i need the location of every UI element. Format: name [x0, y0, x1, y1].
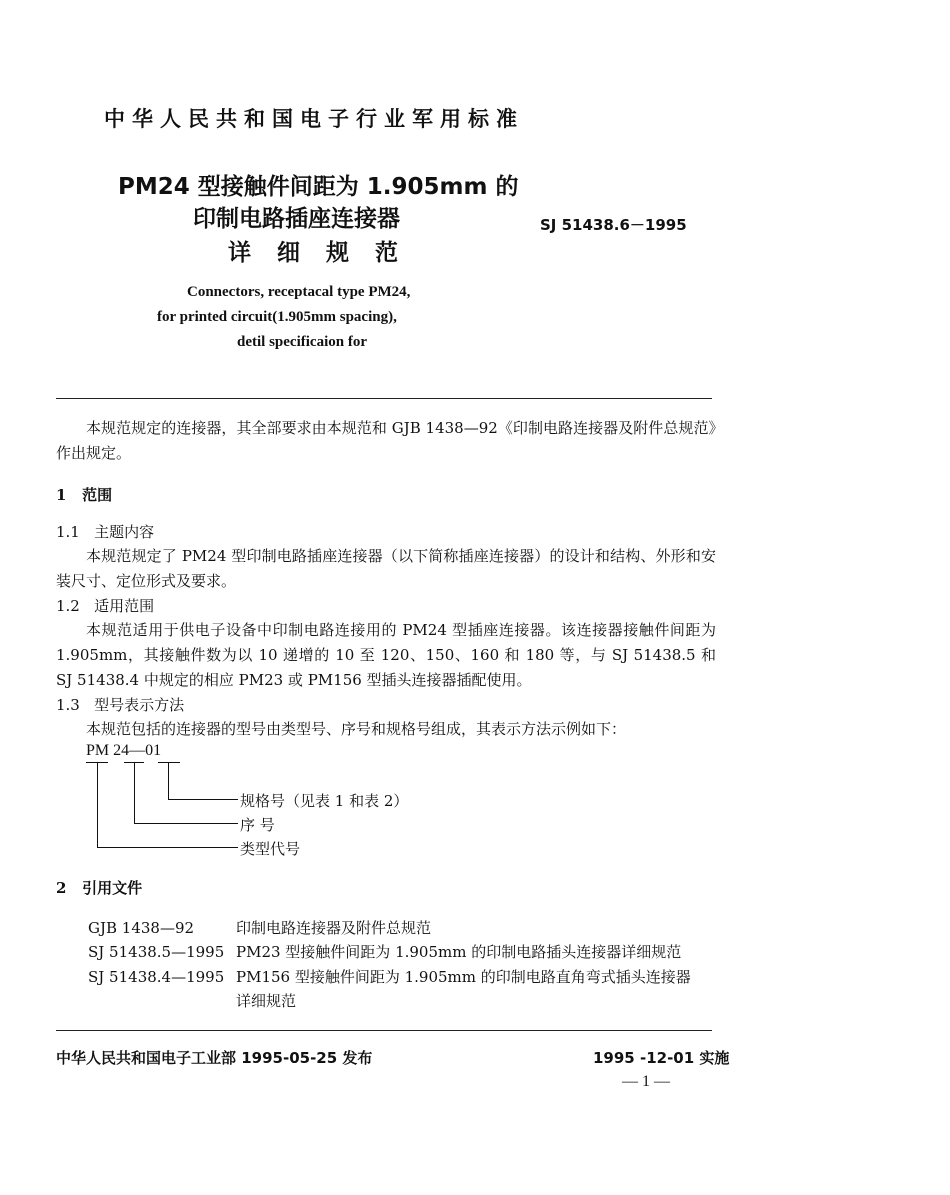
section-1-2-heading: [56, 594, 154, 619]
label-sequence-number: 序 号: [240, 816, 275, 834]
english-title-line-2: for printed circuit(1.905mm spacing),: [157, 309, 397, 325]
section-title: 型号表示方法: [94, 696, 185, 714]
reference-title: PM156 型接触件间距为 1.905mm 的印制电路直角弯式插头连接器: [236, 968, 691, 986]
label-type-code: 类型代号: [240, 840, 301, 858]
english-title-line-1: Connectors, receptacal type PM24,: [187, 284, 411, 300]
section-number: 1.1: [56, 523, 80, 541]
section-1-1-heading: [56, 520, 154, 545]
intro-paragraph: 本规范规定的连接器，其全部要求由本规范和 GJB 1438—92《印制电路连接器及附件总规范》作出规定。: [56, 419, 716, 462]
section-1-1-text: 本规范规定了 PM24 型印制电路插座连接器（以下简称插座连接器）的设计和结构、外形和安装尺寸、定位形式及要求。: [56, 547, 716, 590]
section-title: 范围: [82, 486, 113, 504]
section-1-3-heading: [56, 693, 184, 718]
model-code: PM 24—01: [86, 742, 162, 759]
title-line-1: PM24 型接触件间距为 1.905mm 的: [118, 174, 519, 200]
section-1-heading: [56, 484, 112, 505]
footer-divider: [56, 1030, 712, 1031]
issuing-organization: 中华人民共和国电子行业军用标准: [104, 107, 524, 131]
section-1-2-text: 本规范适用于供电子设备中印制电路连接用的 PM24 型插座连接器。该连接器接触件间距为 1.905mm，其接触件数为以 10 递增的 10 至 120、150、160 和 180 等，与 SJ 51438.5 和 SJ 51438.4 中规定的相应 PM23 或 PM156 型插头连接器插配使用。: [56, 621, 716, 689]
section-number: 1.2: [56, 597, 80, 615]
english-title-line-3: detil specificaion for: [237, 334, 367, 350]
effective-date: 1995 -12-01 实施: [593, 1049, 730, 1067]
section-2-heading: [56, 877, 142, 898]
page-number: — 1 —: [622, 1073, 670, 1090]
section-title: 引用文件: [82, 879, 143, 897]
section-number: 1: [56, 486, 67, 504]
title-line-2: 印制电路插座连接器: [193, 206, 400, 232]
reference-title: PM23 型接触件间距为 1.905mm 的印制电路插头连接器详细规范: [236, 943, 682, 961]
reference-code: GJB 1438—92: [88, 919, 195, 937]
standard-code: SJ 51438.6－1995: [540, 216, 687, 234]
reference-code: SJ 51438.4—1995: [88, 968, 225, 986]
label-spec-number: 规格号（见表 1 和表 2）: [240, 792, 409, 810]
section-number: 1.3: [56, 696, 80, 714]
issue-info: 中华人民共和国电子工业部 1995-05-25 发布: [56, 1049, 373, 1067]
reference-title: 印制电路连接器及附件总规范: [236, 919, 432, 937]
header-divider: [56, 398, 712, 399]
section-title: 适用范围: [94, 597, 155, 615]
reference-title-continued: 详细规范: [236, 992, 297, 1010]
section-number: 2: [56, 879, 67, 897]
title-line-3: 详细规范: [228, 240, 424, 266]
section-1-3-text: 本规范包括的连接器的型号由类型号、序号和规格号组成，其表示方法示例如下：: [86, 720, 627, 738]
section-title: 主题内容: [94, 523, 155, 541]
reference-code: SJ 51438.5—1995: [88, 943, 225, 961]
